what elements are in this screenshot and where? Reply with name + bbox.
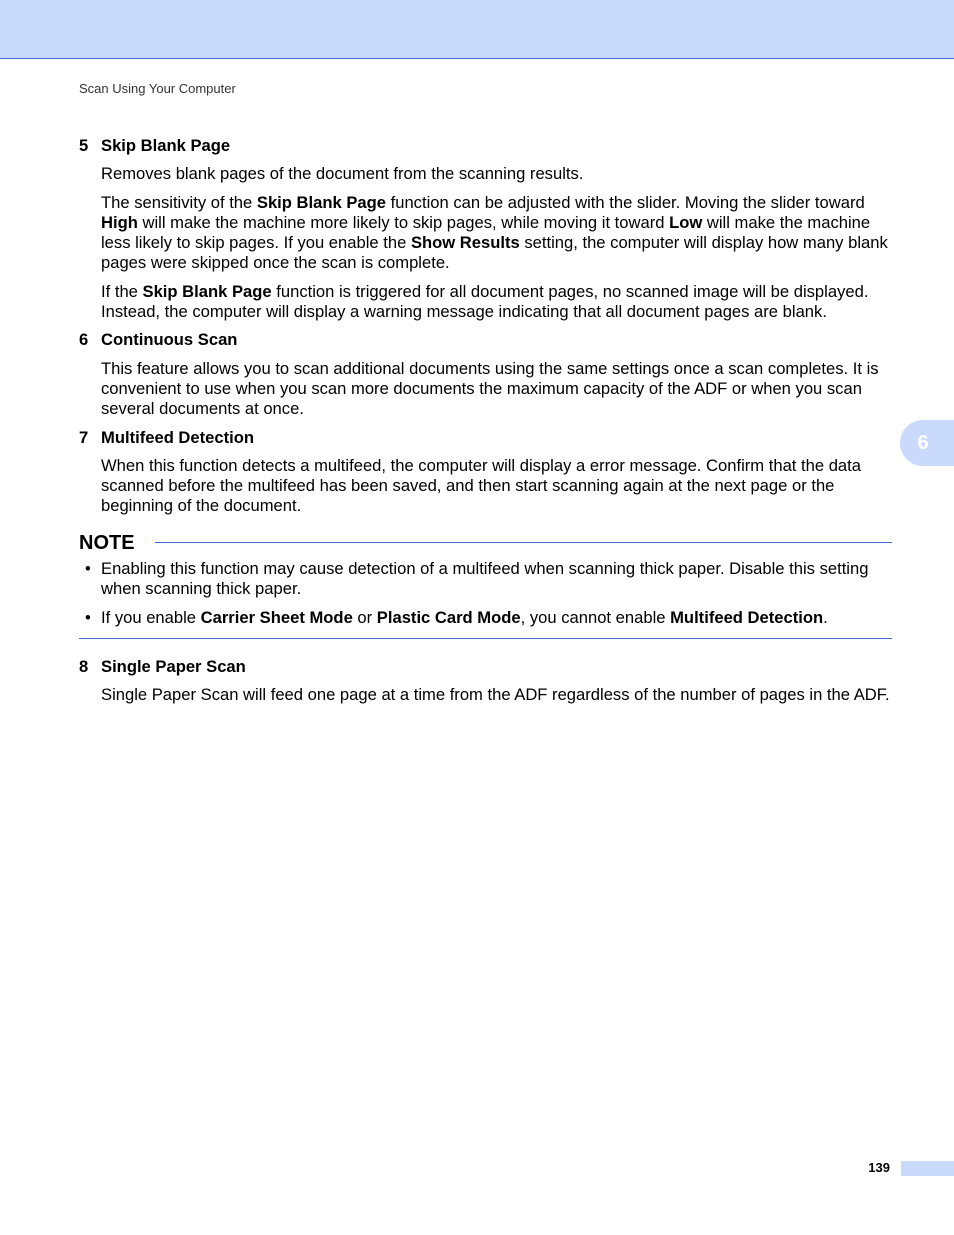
- page-number: 139: [868, 1160, 890, 1175]
- paragraph: When this function detects a multifeed, the computer will display a error message. Confirm that the data scanned before the multifeed has been saved, and then start scanning again at the next page or the beginning of the document.: [101, 455, 861, 516]
- bullet-icon: •: [85, 607, 91, 627]
- section-title: Multifeed Detection: [101, 427, 255, 447]
- paragraph: Single Paper Scan will feed one page at a time from the ADF regardless of the number of pages in the ADF.: [101, 685, 890, 705]
- bullet-icon: •: [85, 559, 91, 579]
- paragraph: This feature allows you to scan additional documents using the same settings once a scan completes. It is convenient to use when you scan more documents the maximum capacity of the ADF or when you scan several documents at once.: [101, 358, 879, 419]
- paragraph: Removes blank pages of the document from the scanning results.: [101, 164, 584, 184]
- section-heading: [79, 428, 892, 448]
- paragraph: If the Skip Blank Page function is triggered for all document pages, no scanned image will be displayed. Instead, the computer will display a warning message indicating that all document pages are blank.: [101, 281, 869, 322]
- paragraph: The sensitivity of the Skip Blank Page function can be adjusted with the slider. Moving the slider toward High will make the machine more likely to skip pages, while moving it toward Low will make the machine less likely to skip pages. If you enable the Show Results setting, the computer will display how many blank pages were skipped once the scan is complete.: [101, 192, 888, 273]
- note-label: NOTE: [79, 531, 135, 554]
- section-title: Single Paper Scan: [101, 656, 246, 676]
- section-number: 5: [79, 136, 89, 155]
- page-content: [79, 136, 892, 714]
- note-rule: [155, 542, 892, 543]
- section-heading: [79, 330, 892, 350]
- header-band: [0, 0, 954, 59]
- note-box: [79, 533, 892, 639]
- note-bullet: • If you enable Carrier Sheet Mode or Plastic Card Mode, you cannot enable Multifeed Detection.: [85, 607, 828, 627]
- section-number: 7: [79, 427, 89, 447]
- note-bullet: • Enabling this function may cause detection of a multifeed when scanning thick paper. Disable this setting when scanning thick paper.: [85, 559, 869, 599]
- section-heading: [79, 136, 892, 156]
- section-number: 8: [79, 656, 89, 676]
- section-title: Continuous Scan: [101, 330, 238, 350]
- section-title: Skip Blank Page: [101, 136, 231, 155]
- note-heading: [79, 533, 892, 553]
- running-header: Scan Using Your Computer: [79, 81, 236, 96]
- section-number: 6: [79, 330, 89, 350]
- footer-bar: [901, 1161, 954, 1176]
- section-heading: [79, 657, 892, 677]
- note-end-rule: [79, 638, 892, 639]
- chapter-tab: 6: [900, 420, 954, 466]
